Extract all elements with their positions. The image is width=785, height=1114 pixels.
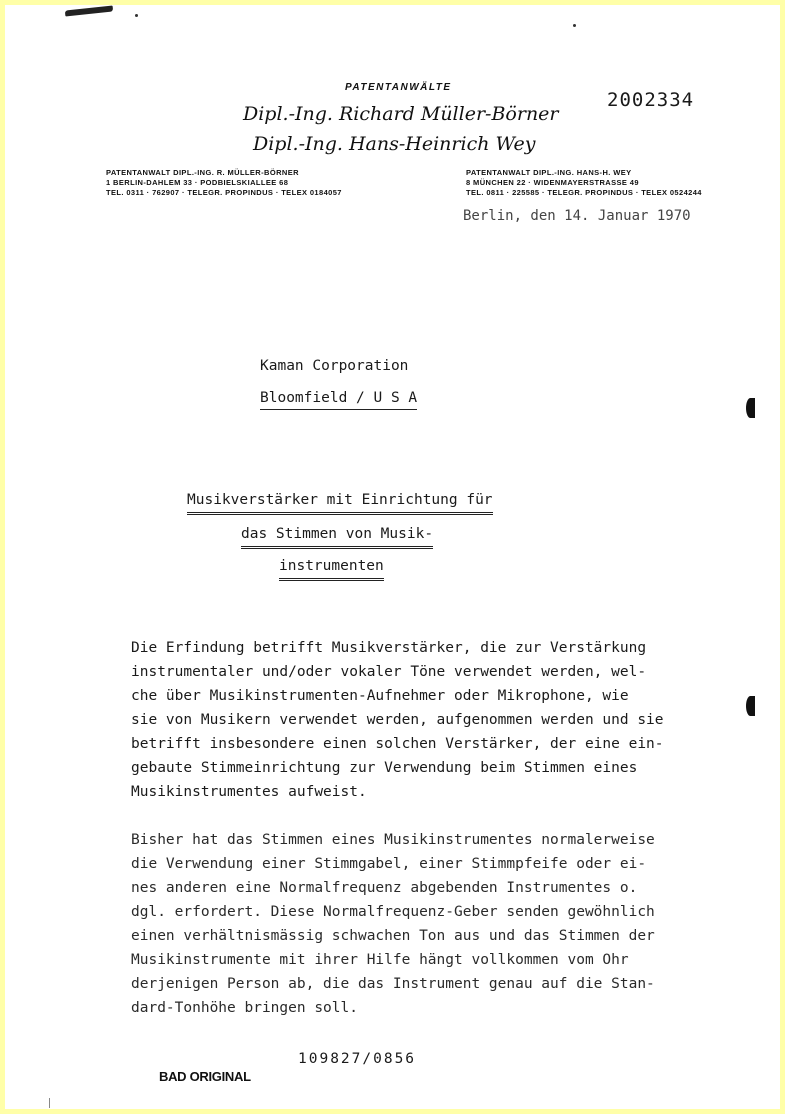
letterhead-heading: PATENTANWÄLTE xyxy=(345,82,452,93)
scan-artifact-dot xyxy=(135,14,138,17)
paragraph-line: die Verwendung einer Stimmgabel, einer Stimmpfeife oder ei- xyxy=(131,856,647,872)
address-line: 1 BERLIN-DAHLEM 33 · PODBIELSKIALLEE 68 xyxy=(106,178,289,187)
paragraph-line: instrumentaler und/oder vokaler Töne verwendet werden, wel- xyxy=(131,664,647,680)
date-line: Berlin, den 14. Januar 1970 xyxy=(463,208,691,224)
paragraph-line: derjenigen Person ab, die das Instrument genau auf die Stan- xyxy=(131,976,655,992)
paragraph-line: betrifft insbesondere einen solchen Verstärker, der eine ein- xyxy=(131,736,664,752)
paragraph-line: Bisher hat das Stimmen eines Musikinstrumentes normalerweise xyxy=(131,832,655,848)
address-line: TEL. 0811 · 225585 · TELEGR. PROPINDUS · TELEX 0524244 xyxy=(466,188,702,197)
address-line: 8 MÜNCHEN 22 · WIDENMAYERSTRASSE 49 xyxy=(466,178,639,187)
title-line-1: Musikverstärker mit Einrichtung für xyxy=(187,492,493,515)
paragraph-line: einen verhältnismässig schwachen Ton aus und das Stimmen der xyxy=(131,928,655,944)
document-page xyxy=(5,5,780,1109)
paragraph-line: Musikinstrumentes aufweist. xyxy=(131,784,367,800)
bad-original-stamp: BAD ORIGINAL xyxy=(159,1069,251,1084)
body-paragraph-1 xyxy=(131,636,664,804)
paragraph-line: Die Erfindung betrifft Musikverstärker, die zur Verstärkung xyxy=(131,640,647,656)
paragraph-line: sie von Musikern verwendet werden, aufgenommen werden und sie xyxy=(131,712,664,728)
paragraph-line: Musikinstrumente mit ihrer Hilfe hängt vollkommen vom Ohr xyxy=(131,952,629,968)
body-paragraph-2 xyxy=(131,828,655,1020)
recipient-location: Bloomfield / U S A xyxy=(260,390,417,410)
punch-hole-mark xyxy=(746,696,755,716)
letterhead-name-2: Dipl.-Ing. Hans-Heinrich Wey xyxy=(253,133,536,155)
punch-hole-mark xyxy=(746,398,755,418)
letterhead-left-address xyxy=(106,168,342,198)
paragraph-line: che über Musikinstrumenten-Aufnehmer oder Mikrophone, wie xyxy=(131,688,629,704)
margin-tick xyxy=(49,1098,50,1108)
letterhead-name-1: Dipl.-Ing. Richard Müller-Börner xyxy=(243,103,559,125)
paragraph-line: dgl. erfordert. Diese Normalfrequenz-Geber senden gewöhnlich xyxy=(131,904,655,920)
address-line: TEL. 0311 · 762907 · TELEGR. PROPINDUS · TELEX 0184057 xyxy=(106,188,342,197)
address-line: PATENTANWALT DIPL.-ING. HANS-H. WEY xyxy=(466,168,632,177)
paragraph-line: dard-Tonhöhe bringen soll. xyxy=(131,1000,358,1016)
title-line-3: instrumenten xyxy=(279,558,384,581)
scan-artifact-mark xyxy=(65,6,113,17)
recipient-name: Kaman Corporation xyxy=(260,358,409,374)
title-line-2: das Stimmen von Musik- xyxy=(241,526,433,549)
paragraph-line: nes anderen eine Normalfrequenz abgebenden Instrumentes o. xyxy=(131,880,638,896)
scan-artifact-dot xyxy=(573,24,576,27)
letterhead-right-address xyxy=(466,168,702,198)
address-line: PATENTANWALT DIPL.-ING. R. MÜLLER-BÖRNER xyxy=(106,168,299,177)
document-number: 2002334 xyxy=(607,89,695,111)
footer-number: 109827/0856 xyxy=(298,1051,417,1067)
paragraph-line: gebaute Stimmeinrichtung zur Verwendung beim Stimmen eines xyxy=(131,760,638,776)
